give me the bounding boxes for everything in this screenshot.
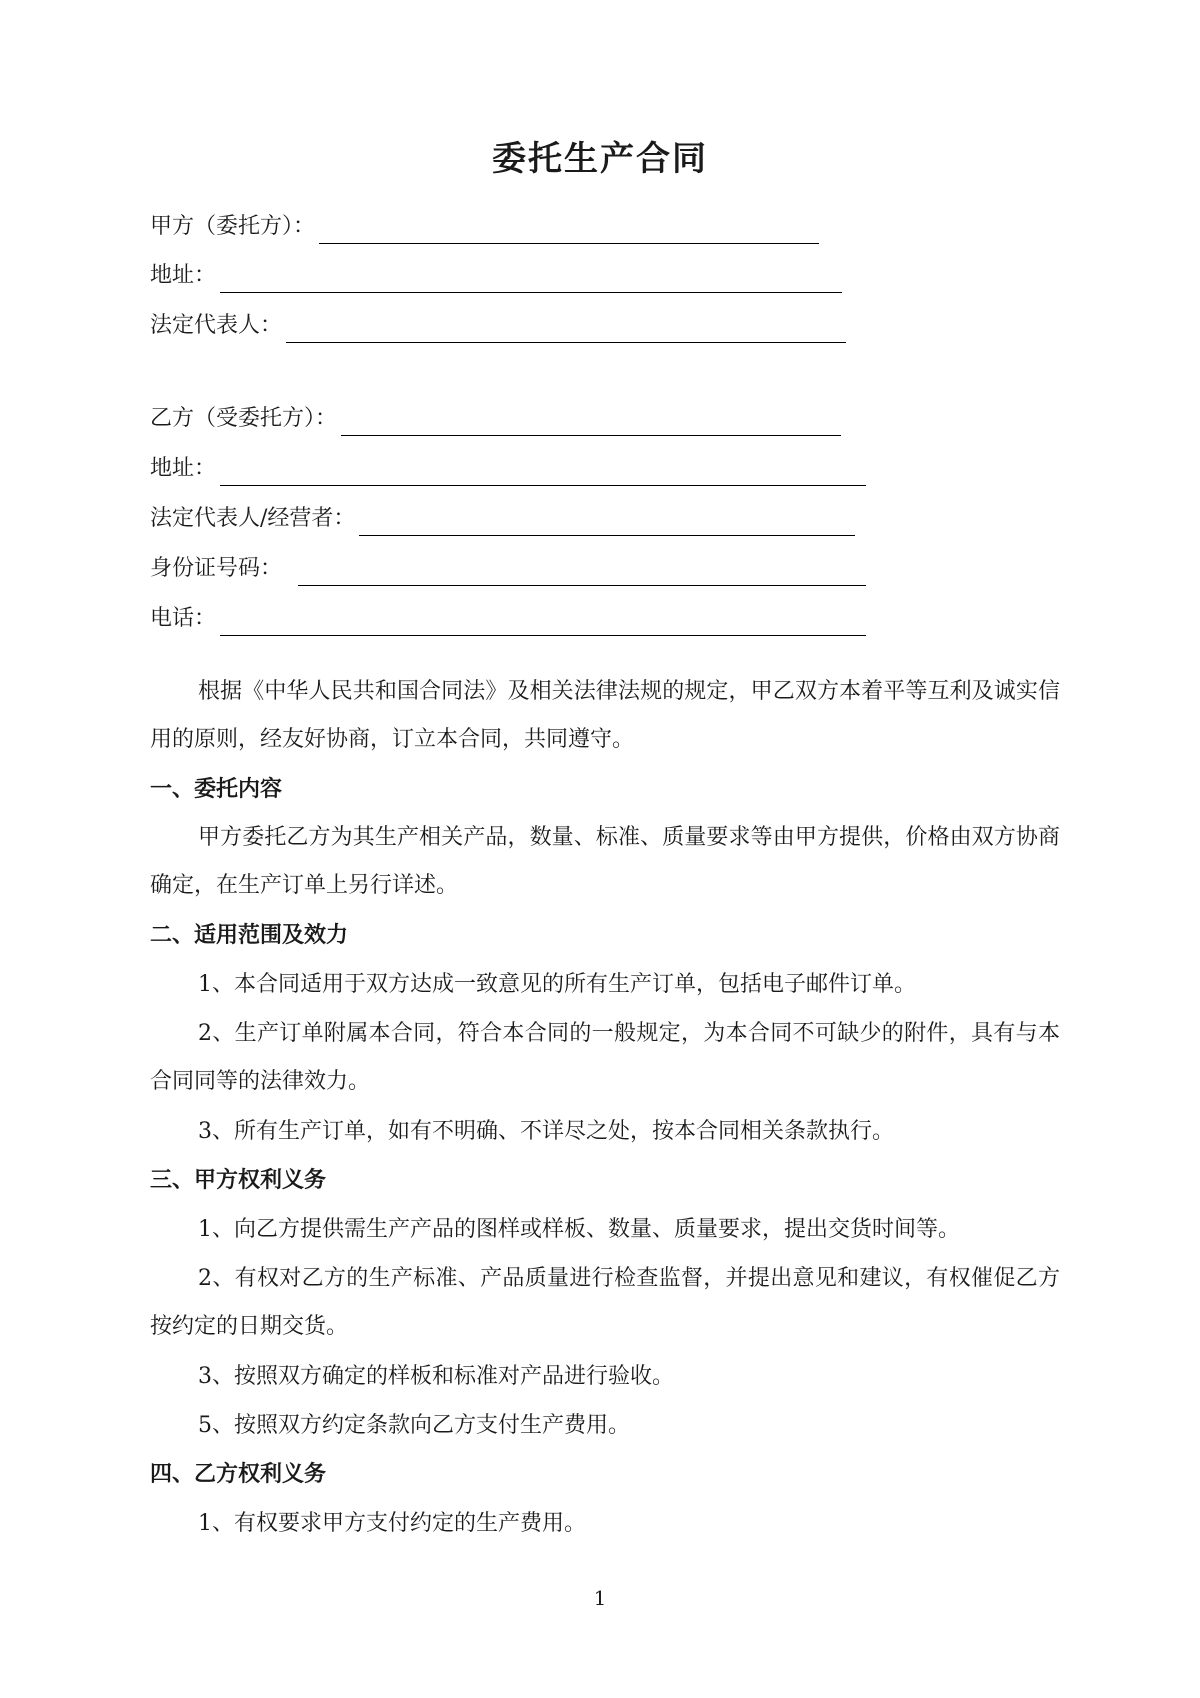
party-a-representative-label: 法定代表人：: [150, 313, 283, 338]
section-3-item-1: 1、向乙方提供需生产产品的图样或样板、数量、质量要求，提出交货时间等。: [198, 1217, 960, 1242]
document-title: 委托生产合同: [492, 138, 708, 179]
party-b-phone-field: [150, 600, 866, 636]
section-3-item-3: 3、按照双方确定的样板和标准对产品进行验收。: [198, 1364, 674, 1389]
section-3-heading: 三、甲方权利义务: [150, 1168, 327, 1193]
party-b-name-field: [150, 400, 841, 436]
section-4-item-1: 1、有权要求甲方支付约定的生产费用。: [198, 1511, 586, 1536]
party-b-representative-blank: [359, 507, 855, 536]
party-a-address-blank: [220, 264, 842, 293]
section-2-item-2: 2、生产订单附属本合同，符合本合同的一般规定，为本合同不可缺少的附件，具有与本合同同等的法律效力。: [150, 1021, 1060, 1094]
party-a-name-field: [150, 208, 819, 244]
party-b-label: 乙方（受委托方）：: [150, 406, 338, 431]
party-b-phone-blank: [220, 607, 866, 636]
party-a-address-label: 地址：: [150, 263, 217, 288]
section-4-heading: 四、乙方权利义务: [150, 1462, 327, 1487]
party-b-address-field: [150, 450, 866, 486]
party-a-label: 甲方（委托方）：: [150, 214, 316, 239]
section-3-item-2: 2、有权对乙方的生产标准、产品质量进行检查监督，并提出意见和建议，有权催促乙方按约定的日期交货。: [150, 1266, 1060, 1339]
party-a-representative-field: [150, 307, 846, 343]
party-b-address-label: 地址：: [150, 456, 217, 481]
party-b-representative-field: [150, 500, 855, 536]
party-b-representative-label: 法定代表人/经营者：: [150, 506, 356, 531]
party-b-address-blank: [220, 457, 866, 486]
section-2-heading: 二、适用范围及效力: [150, 923, 349, 948]
section-1-heading: 一、委托内容: [150, 777, 283, 802]
party-b-name-blank: [341, 407, 841, 436]
party-b-phone-label: 电话：: [150, 606, 217, 631]
preamble-paragraph: 根据《中华人民共和国合同法》及相关法律法规的规定，甲乙双方本着平等互利及诚实信用的原则，经友好协商，订立本合同，共同遵守。: [150, 679, 1060, 752]
party-b-id-field: [150, 550, 866, 586]
section-2-item-1: 1、本合同适用于双方达成一致意见的所有生产订单，包括电子邮件订单。: [198, 972, 916, 997]
party-b-id-label: 身份证号码：: [150, 556, 283, 581]
section-1-item-1: 甲方委托乙方为其生产相关产品，数量、标准、质量要求等由甲方提供，价格由双方协商确定，在生产订单上另行详述。: [150, 825, 1060, 898]
page-number: 1: [593, 1586, 607, 1610]
party-b-id-blank: [298, 557, 866, 586]
party-a-name-blank: [319, 215, 819, 244]
party-a-address-field: [150, 257, 842, 293]
section-3-item-4: 5、按照双方约定条款向乙方支付生产费用。: [198, 1413, 630, 1438]
section-2-item-3: 3、所有生产订单，如有不明确、不详尽之处，按本合同相关条款执行。: [198, 1119, 894, 1144]
party-a-representative-blank: [286, 314, 846, 343]
